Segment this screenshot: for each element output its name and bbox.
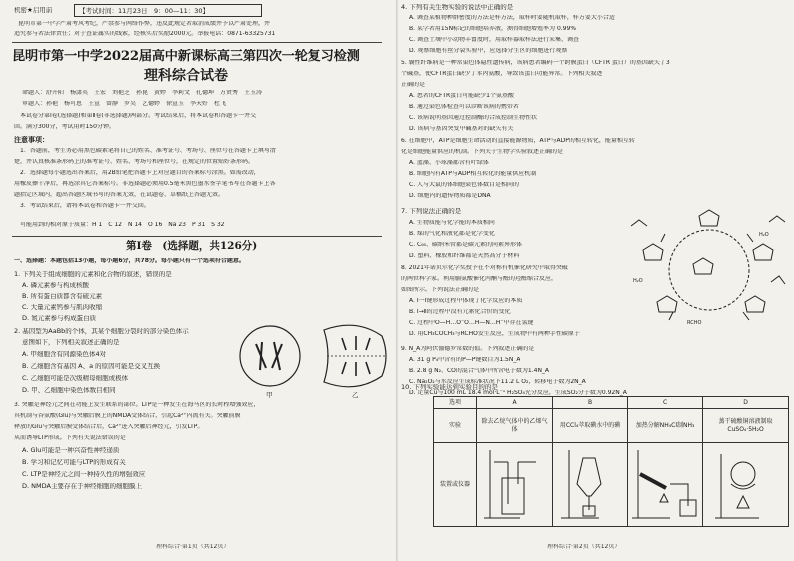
q9-option-c: C. Na₂O₂与水反应生成标准状况下11.2 L O₂，转移电子数为2N_A: [409, 379, 586, 385]
note-2c: 题指定区域内，超出答题区域书写的答案无效，在试题卷、草稿纸上答题无效。: [14, 192, 225, 198]
svg-text:RCHO: RCHO: [687, 320, 702, 326]
q10-header-d: D: [703, 397, 789, 409]
heating-test-tube-icon: [630, 444, 700, 522]
footer-left: 理科综合·第1页（共12页）: [156, 544, 230, 550]
authors-line-2: 审题人：孙艳 杨可恩 王宣 曾静 罗吴 艺德婷 徐宣玉 李天好 杜飞: [22, 101, 227, 107]
q10-row1-label: 实验: [434, 409, 477, 443]
q8-stem-2: 的两位科学家。利用脯氨酸催化丙酮与醛的羟醛缩合反应，: [401, 276, 558, 282]
q1-option-c: C. 大量元素钙参与肌肉收缩: [22, 304, 103, 311]
q6-option-d: D. 细胞内的遗传物质都是DNA: [409, 193, 491, 199]
q8-catalytic-cycle-figure: [629, 206, 789, 330]
svg-text:H₂O: H₂O: [633, 278, 643, 284]
q4-option-b: B. 某学者用15N标记的细胞培养液，测得细胞增殖率为 0.99%: [409, 26, 577, 32]
q7-option-c: C. C₆₀、碳纳米管都是碳元素的同素异形体: [409, 242, 523, 248]
q5-stem-1: 5. 囊性纤维病是一种常染色体隐性遗传病，该病患者编码一个跨膜蛋白（CFTR 蛋白）的基因缺失了3: [401, 60, 670, 66]
q4-option-d: D. 观察细胞有丝分裂实验中，应选择分生区的细胞进行观察: [409, 48, 568, 54]
q1-option-a: A. 磷元素参与构成核酸: [22, 282, 89, 289]
q2-label-jia: 甲: [266, 392, 273, 399]
header-divider: [12, 42, 382, 43]
q3-stem-4: 从而诱导LTP形成。下列有关说法错误的是: [14, 435, 126, 441]
q3-option-b: B. 学习和记忆可能与LTP的形成有关: [22, 459, 126, 466]
note-2b: 用橡皮擦干净后，再选涂其它答案标号。非选择题必须用0.5毫米黑色墨水签字笔书写在答题卡上各: [14, 181, 276, 187]
authors-line-1: 命题人：舒开阳 杨潇英 王宏 刘艳芝 孙昆 黄婷 李莉文 孔德坤 方贤秀 王玉涛: [22, 90, 263, 96]
q10-row1-c: 加热分解NH₄Cl制NH₃: [628, 409, 703, 443]
notes-heading: 注意事项：: [14, 136, 49, 144]
q1-option-b: B. 所有蛋白质都含有硫元素: [22, 293, 103, 300]
q10-header-b: B: [553, 397, 628, 409]
q8-option-a: A. I一I键形成过程中体现了化学反应的本质: [409, 298, 523, 304]
q10-experiment-row: [434, 409, 789, 443]
chromosome-marks-jia: [256, 342, 282, 370]
q6-stem-1: 6. 在细胞中，ATP是细胞生命活动的直接能源物质，ATP与ADP的相互转化，能量相互转: [401, 138, 635, 144]
note-3b: 可能用到的相对原子质量：H 1 C 12 N 14 O 16 Na 23 P 31 S 32: [14, 222, 225, 228]
note-2a: 2．选择题每小题选出答案后，用2B铅笔把答题卡上对应题目的答案标号涂黑。如需改动，: [14, 170, 260, 176]
q8-option-d: D. 用CH₃COCH₃与RCHO发生反应，生成物中有两种手性碳原子: [409, 331, 580, 337]
q8-option-c: C. 过程中O—H…O⁻O…H—N…H⁻中存在氢键: [409, 320, 534, 326]
q10-header-a: A: [477, 397, 553, 409]
q7-stem: 7. 下列说法正确的是: [401, 208, 462, 215]
q5-stem-3: 正确的是: [401, 82, 426, 88]
gas-washing-bottle-icon: [480, 444, 550, 522]
q10-apparatus-a: [477, 443, 553, 527]
q8-option-b: B. I→Ⅱ的过程中没有元素化合价的变化: [409, 309, 511, 315]
q10-header-row: [434, 397, 789, 409]
footer-right: 理科综合·第2页（共12页）: [547, 544, 621, 550]
q10-stem: 10. 下列实验能达到实验目的的是: [401, 384, 498, 391]
intro-line-1: 本试卷分第Ⅰ卷(选择题)和第Ⅱ卷(非选择题)两部分。考试结束后，将本试卷和答题卡一并交: [14, 113, 257, 119]
q9-option-a: A. 31 g P₄中含有的P—P键数目为1.5N_A: [409, 357, 521, 363]
q10-header-option: 选项: [434, 397, 477, 409]
q3-option-c: C. LTP是神经元之间一种持久性的增强效应: [22, 471, 146, 478]
separatory-funnel-icon: [555, 444, 625, 522]
part1-heading: 第Ⅰ卷 (选择题，共126分): [126, 240, 258, 252]
q10-apparatus-c: [628, 443, 703, 527]
q10-row1-d: 蒸干硫酸铜溶液制取CuSO₄·5H₂O: [703, 409, 789, 443]
q2-stem: 2. 基因型为AaBb的个体，其某个细胞分裂时的部分染色体示: [14, 328, 189, 335]
q9-option-b: B. 2.8 g N₂、CO的混合气体中所含电子数为1.4N_A: [409, 368, 550, 374]
evaporating-dish-icon: [711, 444, 781, 522]
q2-label-yi: 乙: [352, 392, 359, 399]
q3-stem-2: 其机制与谷氨酸(Glu)与突触后膜上的NMDA受体结合，引起Ca²⁺内流有关。突触前膜: [14, 413, 241, 419]
q8-stem-1: 8. 2021年诺贝尔化学奖授予在不对称有机催化研究中取得突破: [401, 265, 568, 271]
q8-stem-3: 如图所示。下列说法正确的是: [401, 287, 480, 293]
q5-option-a: A. 患者的CFTR蛋白可能缺少1个氨基酸: [409, 93, 515, 99]
intro-line-2: 回。满分300分，考试用时150分钟。: [14, 124, 115, 130]
q10-apparatus-b: [553, 443, 628, 527]
q4-option-a: A. 调查某植物种群密度的方法是样方法，取样时要随机取样，样方要大小合适: [409, 15, 615, 21]
q10-experiment-table: [433, 396, 789, 527]
exam-time-box: 【考试时间：11月23日 9：00—11：30】: [74, 4, 262, 17]
q2-option-b: B. 乙细胞含有基因 A、a 的原因可能是交叉互换: [22, 363, 161, 370]
q3-option-d: D. NMDA主要存在于神经细胞的细胞膜上: [22, 483, 142, 490]
part1-top-rule: [12, 236, 382, 237]
q9-stem: 9. N_A为阿伏伽德罗常数的值。下列叙述正确的是: [401, 346, 535, 352]
q4-option-c: C. 调查土壤中小动物丰富度时，用取样器取样法进行采集、调查: [409, 37, 580, 43]
exam-subtitle: 理科综合试卷: [144, 68, 228, 84]
q10-apparatus-d: [703, 443, 789, 527]
part1-instruction: 一、选择题：本题包括13小题，每小题6分，共78分。每小题只有一个选项符合题意。: [14, 258, 245, 264]
q10-row1-a: 除去乙烷气体中的乙烯气体: [477, 409, 553, 443]
exam-title: 昆明市第一中学2022届高中新课标高三第四次一轮复习检测: [12, 49, 360, 64]
notice-line-1: 昆明市第一中学严肃考风考纪，严禁参与网络作弊，违反此规定者取消成绩并予以严肃处理，并: [18, 21, 271, 27]
q3-stem-1: 3. 突触是神经元之间在功能上发生联系的部位。LTP是一种发生在海马区的长时程增强效应，: [14, 402, 260, 408]
q3-option-a: A. Glu可能是一种兴奋性神经递质: [22, 447, 120, 454]
q6-option-a: A. 蓝藻、小球藻都含有叶绿体: [409, 160, 489, 166]
q2-option-c: C. 乙细胞可能是次级精母细胞或极体: [22, 375, 129, 382]
q5-option-c: C. 该病说明基因通过控制酶的合成控制生物性状: [409, 115, 538, 121]
page-right: [397, 0, 794, 561]
q6-option-b: B. 细胞内有ATP与ADP相互转化的能量供应机制: [409, 171, 537, 177]
q7-option-d: D. 塑料、橡胶和纤维都是天然高分子材料: [409, 253, 520, 259]
q10-row2-label: 装置或仪器: [434, 443, 477, 527]
q10-apparatus-row: [434, 443, 789, 527]
q2-option-a: A. 甲细胞含有同源染色体4对: [22, 351, 107, 358]
svg-text:H₂O: H₂O: [759, 232, 769, 238]
q7-option-b: B. 煤的气化和液化都是化学变化: [409, 231, 495, 237]
note-1b: 楚，并认真核准条形码上的准考证号、姓名、考场号和座位号，在规定的位置贴好条形码。: [14, 159, 255, 165]
q5-option-d: D. 该病与基因突变中碱基对的缺失有关: [409, 126, 514, 132]
q5-stem-2: 个碱基，使CFTR蛋白缺少了苯丙氨酸，导致该蛋白功能异常。下列相关叙述: [401, 71, 603, 77]
q2-option-d: D. 甲、乙细胞中染色体数目相同: [22, 387, 116, 394]
q2-stem-2: 意图如下，下列相关叙述正确的是: [22, 339, 120, 346]
q6-option-c: C. 人与大鼠的体细胞染色体数目是相同的: [409, 182, 520, 188]
q4-stem: 4. 下列有关生物实验的说法中正确的是: [401, 4, 514, 11]
q10-header-c: C: [628, 397, 703, 409]
q9-option-d: D. 足量Cu与100 mL 18.4 mol·L⁻¹ H₂SO₄充分反应，生成SO₂分子数为0.92N_A: [409, 390, 627, 396]
q3-stem-3: 释放的Glu与突触后膜受体结合后，Ca²⁺进入突触后神经元，引发LTP。: [14, 424, 204, 430]
q1-option-d: D. 氮元素参与构成蛋白质: [22, 315, 97, 322]
q1-stem: 1. 下列关于组成细胞的元素和化合物的叙述，错误的是: [14, 271, 172, 278]
notice-line-2: 追究参与者法律责任；对于查证属实的线索，经核实后奖励2000元。举报电话：0871-63325731: [14, 31, 276, 37]
q5-option-b: B. 通过染色体检查可以诊断该病的携带者: [409, 104, 519, 110]
q2-cell-figure: [234, 320, 392, 402]
q7-option-a: A. 生物质能与化学能的本质相同: [409, 220, 495, 226]
secret-label: 机密★启用前: [14, 7, 53, 14]
q10-row1-b: 用CCl₄萃取碘水中的碘: [553, 409, 628, 443]
note-3a: 3．考试结束后，请将本试卷和答题卡一并交回。: [14, 203, 150, 209]
note-1a: 1．答题前，考生务必用黑色碳素笔将自己的姓名、准考证号、考场号、座位号在答题卡上填写清: [14, 148, 276, 154]
q6-stem-2: 化是细胞能量供应的机制。下列关于生物学实验叙述正确的是: [401, 149, 564, 155]
